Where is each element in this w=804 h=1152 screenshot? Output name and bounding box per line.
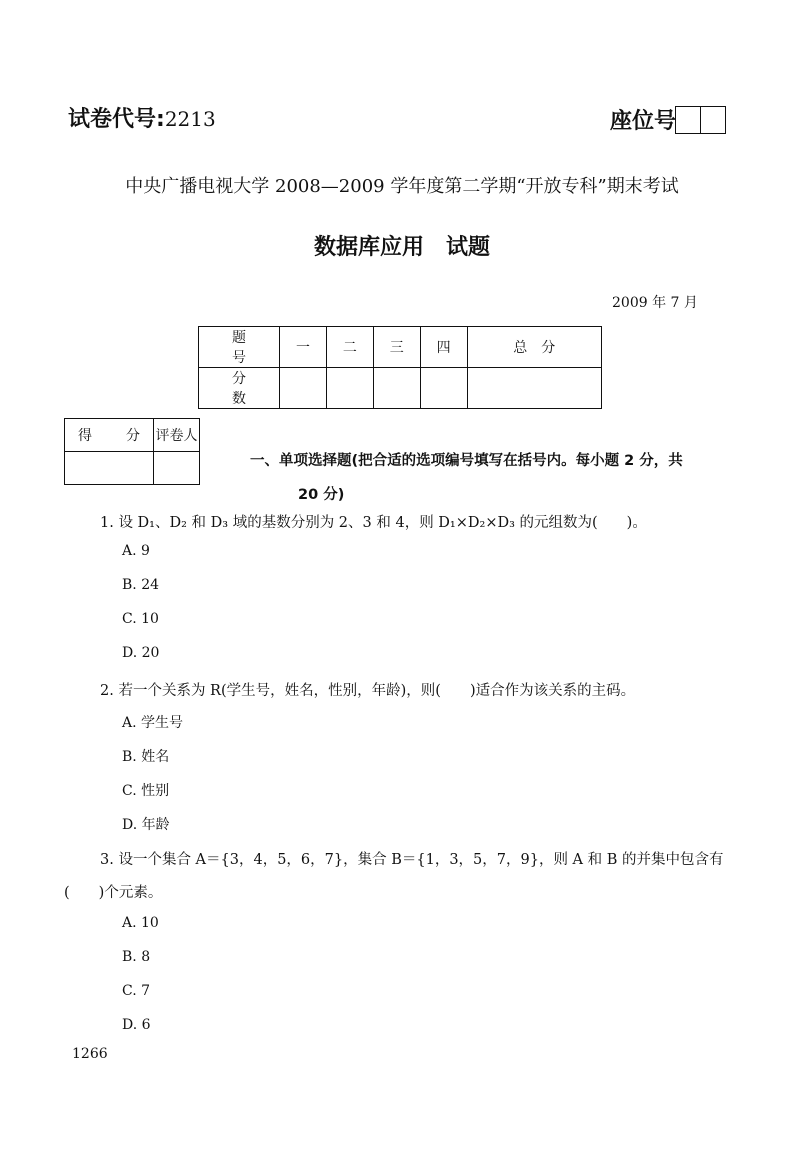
grader-table-score-label: 得 分 <box>65 419 154 452</box>
page-number: 1266 <box>72 1046 108 1062</box>
grader-score-cell[interactable] <box>65 452 154 485</box>
paper-code-label: 试卷代号: <box>68 107 165 132</box>
score-table-score-row <box>199 368 602 409</box>
seat-label: 座位号 <box>610 109 677 134</box>
score-table-header-cell: 一 <box>280 327 327 368</box>
score-cell[interactable] <box>326 368 373 409</box>
option-item: A. 学生号 <box>122 715 184 731</box>
paper-code-number: 2213 <box>164 107 216 131</box>
question-stem: 2. 若一个关系为 R(学生号，姓名，性别，年龄)，则( )适合作为该关系的主码。 <box>100 683 636 699</box>
option-item: A. 9 <box>122 543 150 559</box>
score-table-header-cell: 总 分 <box>467 327 601 368</box>
option-item: B. 姓名 <box>122 749 170 765</box>
section-heading-line: 20 分) <box>298 487 345 503</box>
grader-table-grader-label: 评卷人 <box>153 419 199 452</box>
seat-box <box>675 106 701 134</box>
score-table-row-label: 分 数 <box>199 368 280 409</box>
question-stem-continued: ( )个元素。 <box>64 885 163 901</box>
score-cell[interactable] <box>420 368 467 409</box>
grader-table <box>64 418 200 485</box>
option-item: C. 7 <box>122 983 151 999</box>
section-heading <box>250 444 740 512</box>
option-item: D. 年龄 <box>122 817 170 833</box>
score-cell[interactable] <box>373 368 420 409</box>
score-table <box>198 326 602 409</box>
section-heading-line: 一、单项选择题(把合适的选项编号填写在括号内。每小题 2 分，共 <box>250 453 683 469</box>
score-cell[interactable] <box>467 368 601 409</box>
score-table-header-cell: 二 <box>326 327 373 368</box>
score-table-header-cell: 三 <box>373 327 420 368</box>
exam-date: 2009 年 7 月 <box>612 295 698 311</box>
question-stem: 3. 设一个集合 A＝{3，4，5，6，7}，集合 B＝{1，3，5，7，9}，则 A 和 B 的并集中包含有 <box>100 852 724 868</box>
paper-code <box>68 102 216 133</box>
option-item: B. 8 <box>122 949 151 965</box>
option-item: C. 10 <box>122 611 159 627</box>
option-item: D. 20 <box>122 645 160 661</box>
score-table-header-cell: 题 号 <box>199 327 280 368</box>
option-item: D. 6 <box>122 1017 151 1033</box>
subject-title: 数据库应用 试题 <box>313 235 490 260</box>
option-item: B. 24 <box>122 577 160 593</box>
question-stem: 1. 设 D₁、D₂ 和 D₃ 域的基数分别为 2、3 和 4，则 D₁×D₂×D₃ 的元组数为( )。 <box>100 515 647 531</box>
seat-box <box>700 106 726 134</box>
score-table-header-cell: 四 <box>420 327 467 368</box>
score-table-header-row <box>199 327 602 368</box>
option-item: A. 10 <box>122 915 159 931</box>
exam-title: 中央广播电视大学 2008—2009 学年度第二学期“开放专科”期末考试 <box>125 176 679 197</box>
score-cell[interactable] <box>280 368 327 409</box>
grader-name-cell[interactable] <box>153 452 199 485</box>
option-item: C. 性别 <box>122 783 170 799</box>
seat-number <box>610 104 726 135</box>
